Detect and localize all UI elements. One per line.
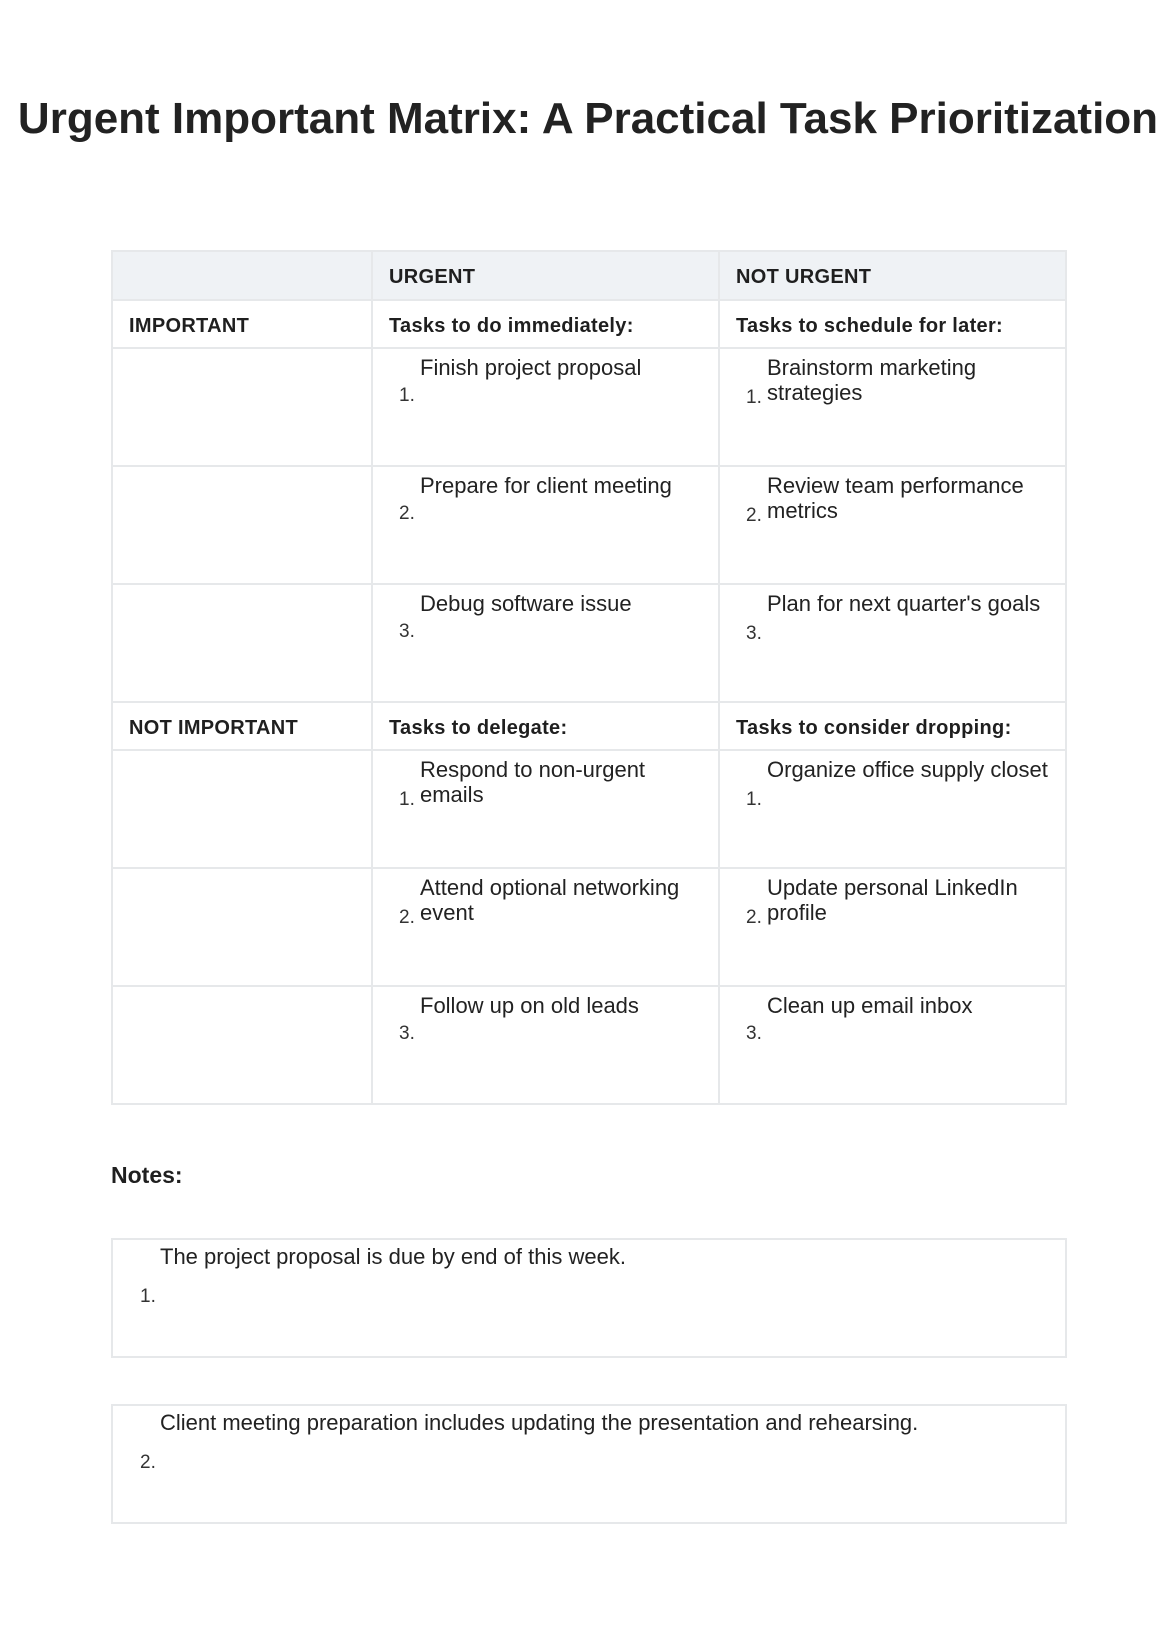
page-title: Urgent Important Matrix: A Practical Task Prioritization	[17, 94, 1159, 143]
task-number: 1.	[746, 789, 762, 810]
quadrant-heading: Tasks to delegate:	[389, 717, 568, 739]
quadrant-heading: Tasks to consider dropping:	[736, 717, 1012, 739]
quadrant-heading-cell	[372, 300, 719, 348]
task-cell	[372, 868, 719, 986]
task-cell	[372, 584, 719, 702]
task-number: 3.	[746, 623, 762, 644]
task-cell	[719, 750, 1066, 868]
empty-cell	[112, 466, 372, 584]
task-cell	[719, 348, 1066, 466]
quadrant-heading-cell	[719, 300, 1066, 348]
task-cell	[372, 466, 719, 584]
task-row	[112, 986, 1066, 1104]
column-header	[719, 251, 1066, 300]
task-text: Brainstorm marketing strategies	[767, 355, 977, 405]
task-cell	[719, 986, 1066, 1104]
task-text: Respond to non-urgent emails	[420, 757, 646, 807]
task-number: 2.	[399, 503, 415, 524]
column-header-label: NOT URGENT	[736, 266, 872, 288]
task-text: Update personal LinkedIn profile	[767, 875, 1018, 925]
task-text: Organize office supply closet	[767, 757, 1048, 782]
empty-cell	[112, 348, 372, 466]
task-text: Attend optional networking event	[420, 875, 680, 925]
task-number: 2.	[399, 907, 415, 928]
column-header	[112, 251, 372, 300]
note-text: Client meeting preparation includes updating the presentation and rehearsing.	[160, 1410, 919, 1435]
task-text: Debug software issue	[420, 591, 632, 616]
task-cell	[719, 868, 1066, 986]
quadrant-heading-cell	[372, 702, 719, 750]
row-label: IMPORTANT	[129, 315, 250, 337]
note-box	[111, 1404, 1067, 1524]
task-text: Clean up email inbox	[767, 993, 973, 1018]
task-row	[112, 584, 1066, 702]
note-number: 1.	[140, 1286, 156, 1307]
task-text: Prepare for client meeting	[420, 473, 672, 498]
row-label-cell	[112, 300, 372, 348]
quadrant-heading: Tasks to schedule for later:	[736, 315, 1003, 337]
column-header-label: URGENT	[389, 266, 476, 288]
column-header-label	[113, 252, 371, 266]
empty-cell	[112, 868, 372, 986]
task-row	[112, 868, 1066, 986]
row-label: NOT IMPORTANT	[129, 717, 299, 739]
task-cell	[372, 750, 719, 868]
task-row	[112, 750, 1066, 868]
task-number: 1.	[746, 387, 762, 408]
header-row	[112, 251, 1066, 300]
row-label-cell	[112, 702, 372, 750]
task-number: 1.	[399, 385, 415, 406]
empty-cell	[112, 750, 372, 868]
task-cell	[372, 348, 719, 466]
task-number: 3.	[399, 621, 415, 642]
task-text: Follow up on old leads	[420, 993, 639, 1018]
note-box	[111, 1238, 1067, 1358]
task-row	[112, 466, 1066, 584]
section-row	[112, 702, 1066, 750]
matrix-table	[111, 250, 1067, 1105]
column-header	[372, 251, 719, 300]
task-text: Plan for next quarter's goals	[767, 591, 1041, 616]
task-number: 3.	[399, 1023, 415, 1044]
empty-cell	[112, 584, 372, 702]
quadrant-heading-cell	[719, 702, 1066, 750]
empty-cell	[112, 986, 372, 1104]
task-number: 2.	[746, 505, 762, 526]
task-number: 1.	[399, 789, 415, 810]
task-cell	[372, 986, 719, 1104]
task-text: Finish project proposal	[420, 355, 642, 380]
task-row	[112, 348, 1066, 466]
task-number: 3.	[746, 1023, 762, 1044]
note-number: 2.	[140, 1452, 156, 1473]
task-cell	[719, 584, 1066, 702]
quadrant-heading: Tasks to do immediately:	[389, 315, 634, 337]
section-row	[112, 300, 1066, 348]
task-cell	[719, 466, 1066, 584]
task-text: Review team performance metrics	[767, 473, 1024, 523]
notes-label: Notes:	[111, 1162, 183, 1188]
task-number: 2.	[746, 907, 762, 928]
note-text: The project proposal is due by end of this week.	[160, 1244, 626, 1269]
